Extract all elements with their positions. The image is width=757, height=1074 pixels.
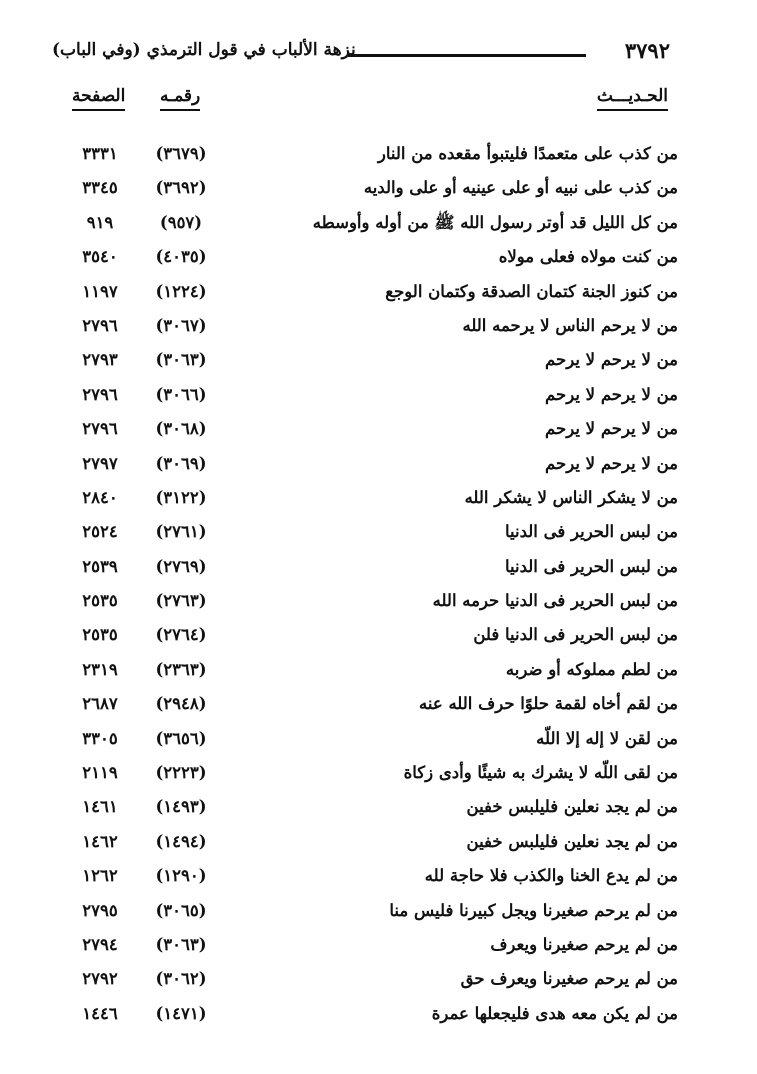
page-reference: ٢٥٣٩ — [82, 556, 118, 576]
index-row — [60, 656, 678, 690]
hadith-number: (٣٠٦٣) — [155, 934, 207, 954]
index-row — [60, 312, 678, 346]
hadith-number: (٣٠٦٧) — [155, 315, 207, 335]
hadith-number: (٩٥٧) — [159, 212, 203, 232]
column-headers — [60, 86, 668, 116]
hadith-number: (٢٢٢٣) — [155, 763, 207, 783]
hadith-text: من لا يرحم لا يرحم — [545, 453, 678, 473]
index-row — [60, 690, 678, 724]
hadith-text: من لم يرحم صغيرنا ويعرف حق — [460, 969, 678, 989]
hadith-number: (١٢٢٤) — [155, 281, 207, 301]
hadith-number: (٣٦٥٦) — [155, 728, 207, 748]
hadith-number: (٢٧٦٤) — [155, 625, 207, 645]
hadith-number: (٣٠٦٦) — [155, 384, 207, 404]
page-reference: ١١٩٧ — [82, 281, 118, 301]
hadith-text: من لطم مملوكه أو ضربه — [505, 659, 678, 679]
hadith-number: (٣٠٦٣) — [155, 350, 207, 370]
hadith-number: (٢٧٦٩) — [155, 556, 207, 576]
index-row — [60, 243, 678, 277]
page-reference: ٢٣١٩ — [82, 659, 118, 679]
index-row — [60, 518, 678, 552]
page-reference: ٢٧٩٦ — [82, 419, 118, 439]
page-reference: ٢٧٩٦ — [82, 384, 118, 404]
index-row — [60, 793, 678, 827]
hadith-text: من لقم أخاه لقمة حلوًا حرف الله عنه — [419, 694, 678, 714]
hadith-text: من لبس الحرير فى الدنيا فلن — [473, 625, 678, 645]
index-row — [60, 346, 678, 380]
index-row — [60, 759, 678, 793]
hadith-number: (١٤٧١) — [155, 1003, 207, 1023]
index-row — [60, 587, 678, 621]
hadith-number: (٣١٢٢) — [155, 487, 207, 507]
page-reference: ١٤٦١ — [82, 797, 118, 817]
hadith-number: (٢٩٤٨) — [155, 694, 207, 714]
hadith-number: (٣٠٦٨) — [155, 419, 207, 439]
hadith-text: من لبس الحرير فى الدنيا — [505, 522, 678, 542]
page-number: ٣٧٩٢ — [624, 38, 670, 63]
page-reference: ٢٥٣٥ — [82, 591, 118, 611]
running-header — [52, 38, 670, 66]
index-row — [60, 725, 678, 759]
hadith-number: (٢٧٦١) — [155, 522, 207, 542]
hadith-text: من كذب على متعمدًا فليتبوأ مقعده من النار — [377, 144, 678, 163]
column-header-page: الصفحة — [72, 86, 125, 111]
hadith-text: من لبس الحرير فى الدنيا — [505, 556, 678, 576]
hadith-number: (٢٣٦٣) — [155, 659, 207, 679]
page-reference: ٢٧٩٧ — [82, 453, 118, 473]
index-row — [60, 278, 678, 312]
hadith-number: (٤٠٣٥) — [155, 247, 207, 267]
index-row — [60, 621, 678, 655]
hadith-text: من لا يرحم لا يرحم — [545, 419, 678, 439]
index-row — [60, 450, 678, 484]
hadith-text: من كذب على نبيه أو على عينيه أو على والديه — [363, 178, 678, 198]
hadith-number: (١٤٩٣) — [155, 797, 207, 817]
hadith-number: (١٢٩٠) — [155, 866, 207, 886]
column-header-number: رقمـه — [160, 86, 200, 111]
page-reference: ٢٧٩٤ — [82, 934, 118, 954]
hadith-text: من لم يجد نعلين فليلبس خفين — [466, 797, 678, 817]
hadith-text: من لم يدع الخنا والكذب فلا حاجة لله — [424, 866, 678, 886]
hadith-text: من كل الليل قد أوتر رسول الله ﷺ من أوله وأوسطه — [312, 212, 678, 232]
page-reference: ٢٧٩٦ — [82, 315, 118, 335]
hadith-text: من لا يرحم الناس لا يرحمه الله — [462, 315, 678, 335]
hadith-text: من لم يرحم صغيرنا ويجل كبيرنا فليس منا — [389, 900, 678, 920]
index-row — [60, 209, 678, 243]
index-row — [60, 140, 678, 174]
hadith-number: (٣٠٦٢) — [155, 969, 207, 989]
running-title: نزهة الألباب في قول الترمذي (وفي الباب) — [52, 40, 356, 60]
index-row — [60, 862, 678, 896]
index-row — [60, 931, 678, 965]
index-entries — [60, 140, 678, 1034]
index-row — [60, 174, 678, 208]
page-reference: ٢١١٩ — [82, 763, 118, 783]
hadith-number: (٣٦٩٢) — [155, 178, 207, 198]
index-row — [60, 484, 678, 518]
hadith-text: من كنوز الجنة كتمان الصدقة وكتمان الوجع — [385, 281, 678, 301]
index-row — [60, 553, 678, 587]
hadith-text: من لم يكن معه هدى فليجعلها عمرة — [431, 1003, 678, 1023]
page-reference: ٢٧٩٥ — [82, 900, 118, 920]
page-reference: ١٤٦٢ — [82, 831, 118, 851]
hadith-text: من لا يرحم لا يرحم — [545, 384, 678, 404]
page-reference: ٣٣٤٥ — [82, 178, 118, 198]
hadith-text: من لم يجد نعلين فليلبس خفين — [466, 831, 678, 851]
hadith-number: (٢٧٦٣) — [155, 591, 207, 611]
header-rule — [348, 54, 586, 57]
page-reference: ٢٧٩٢ — [82, 969, 118, 989]
hadith-text: من لقى اللّه لا يشرك به شيئًا وأدى زكاة — [403, 763, 678, 783]
hadith-number: (٣٠٦٩) — [155, 453, 207, 473]
hadith-text: من لبس الحرير فى الدنيا حرمه الله — [432, 591, 678, 611]
page-reference: ٣٥٤٠ — [82, 247, 118, 267]
index-row — [60, 828, 678, 862]
index-row — [60, 415, 678, 449]
page-reference: ٩١٩ — [86, 212, 114, 232]
page-reference: ٢٨٤٠ — [82, 487, 118, 507]
hadith-text: من لا يشكر الناس لا يشكر الله — [464, 487, 678, 507]
index-row — [60, 381, 678, 415]
page-reference: ٢٦٨٧ — [82, 694, 118, 714]
page-reference: ١٢٦٢ — [82, 866, 118, 886]
index-row — [60, 1000, 678, 1034]
hadith-number: (٣٦٧٩) — [155, 144, 207, 163]
hadith-text: من لقن لا إله إلا اللّه — [536, 728, 678, 748]
index-row — [60, 965, 678, 999]
index-row — [60, 897, 678, 931]
page-reference: ٢٧٩٣ — [82, 350, 118, 370]
page-reference: ٢٥٣٥ — [82, 625, 118, 645]
hadith-number: (٣٠٦٥) — [155, 900, 207, 920]
page-reference: ٣٣٣١ — [82, 144, 118, 163]
hadith-text: من لم يرحم صغيرنا ويعرف — [490, 934, 678, 954]
page-reference: ٣٣٠٥ — [82, 728, 118, 748]
column-header-hadith: الحـديـــث — [597, 86, 668, 111]
page-reference: ١٤٤٦ — [82, 1003, 118, 1023]
page-reference: ٢٥٢٤ — [82, 522, 118, 542]
hadith-number: (١٤٩٤) — [155, 831, 207, 851]
hadith-text: من كنت مولاه فعلى مولاه — [498, 247, 678, 267]
hadith-text: من لا يرحم لا يرحم — [545, 350, 678, 370]
